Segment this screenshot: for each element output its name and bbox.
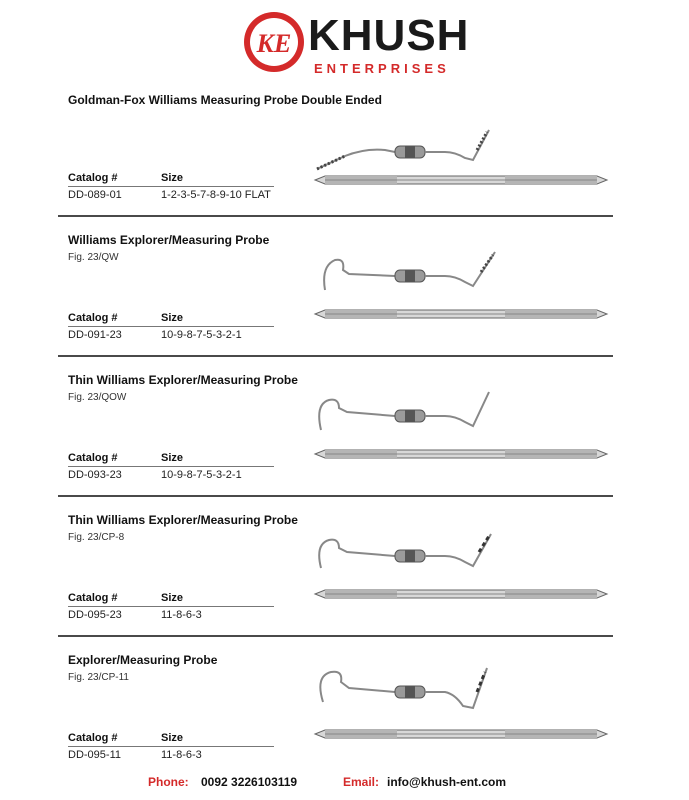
- size-value: 1-2-3-5-7-8-9-10 FLAT: [161, 189, 271, 201]
- probe-image: [305, 662, 615, 742]
- size-label: Size: [161, 172, 184, 184]
- catalog-number: DD-095-11: [68, 749, 121, 761]
- label-underline: [68, 186, 274, 187]
- product-title: Thin Williams Explorer/Measuring Probe: [68, 373, 298, 387]
- product-title: Goldman-Fox Williams Measuring Probe Double Ended: [68, 93, 382, 107]
- label-underline: [68, 746, 274, 747]
- size-value: 11-8-6-3: [161, 609, 202, 621]
- section-divider: [58, 635, 613, 637]
- size-value: 11-8-6-3: [161, 749, 202, 761]
- catalog-label: Catalog #: [68, 452, 118, 464]
- handle-drawing: [315, 590, 607, 598]
- product-title: Explorer/Measuring Probe: [68, 653, 218, 667]
- size-label: Size: [161, 732, 184, 744]
- product-section-2: [0, 228, 689, 368]
- catalog-label: Catalog #: [68, 312, 118, 324]
- product-section-5: [0, 648, 689, 788]
- contact-footer: [0, 775, 689, 793]
- phone-number[interactable]: 0092 3226103119: [201, 775, 298, 789]
- product-section-3: [0, 368, 689, 508]
- figure-reference: Fig. 23/CP-11: [68, 672, 129, 683]
- handle-drawing: [315, 176, 607, 184]
- product-title: Williams Explorer/Measuring Probe: [68, 233, 270, 247]
- section-divider: [58, 355, 613, 357]
- probe-tip-drawing: [324, 252, 495, 290]
- brand-name: KHUSH: [308, 11, 470, 60]
- product-title: Thin Williams Explorer/Measuring Probe: [68, 513, 298, 527]
- catalog-label: Catalog #: [68, 732, 118, 744]
- probe-image: [305, 530, 615, 602]
- probe-image: [305, 390, 615, 462]
- size-label: Size: [161, 312, 184, 324]
- size-value: 10-9-8-7-5-3-2-1: [161, 469, 242, 481]
- email-address[interactable]: info@khush-ent.com: [387, 775, 507, 789]
- email-label: Email:: [343, 775, 380, 789]
- catalog-number: DD-093-23: [68, 469, 122, 481]
- section-divider: [58, 215, 613, 217]
- figure-reference: Fig. 23/QW: [68, 252, 119, 263]
- figure-reference: Fig. 23/CP-8: [68, 532, 125, 543]
- label-underline: [68, 606, 274, 607]
- catalog-number: DD-095-23: [68, 609, 122, 621]
- catalog-label: Catalog #: [68, 592, 118, 604]
- probe-image: [305, 126, 615, 198]
- phone-label: Phone:: [148, 775, 189, 789]
- size-label: Size: [161, 592, 184, 604]
- section-divider: [58, 495, 613, 497]
- catalog-number: DD-091-23: [68, 329, 122, 341]
- product-section-4: [0, 508, 689, 648]
- label-underline: [68, 326, 274, 327]
- handle-drawing: [315, 310, 607, 318]
- probe-image: [305, 250, 615, 322]
- probe-tip-drawing: [319, 534, 491, 568]
- probe-tip-drawing: [317, 130, 489, 169]
- figure-reference: Fig. 23/QOW: [68, 392, 127, 403]
- handle-drawing: [315, 450, 607, 458]
- label-underline: [68, 466, 274, 467]
- catalog-label: Catalog #: [68, 172, 118, 184]
- probe-tip-drawing: [319, 392, 489, 430]
- probe-tip-drawing: [320, 668, 487, 708]
- size-label: Size: [161, 452, 184, 464]
- product-section-1: [0, 88, 689, 228]
- catalog-number: DD-089-01: [68, 189, 122, 201]
- size-value: 10-9-8-7-5-3-2-1: [161, 329, 242, 341]
- brand-logo: [242, 10, 662, 80]
- handle-drawing: [315, 730, 607, 738]
- logo-monogram: KE: [256, 29, 292, 58]
- brand-subtitle: ENTERPRISES: [314, 61, 450, 76]
- logo-emblem-icon: [242, 10, 306, 74]
